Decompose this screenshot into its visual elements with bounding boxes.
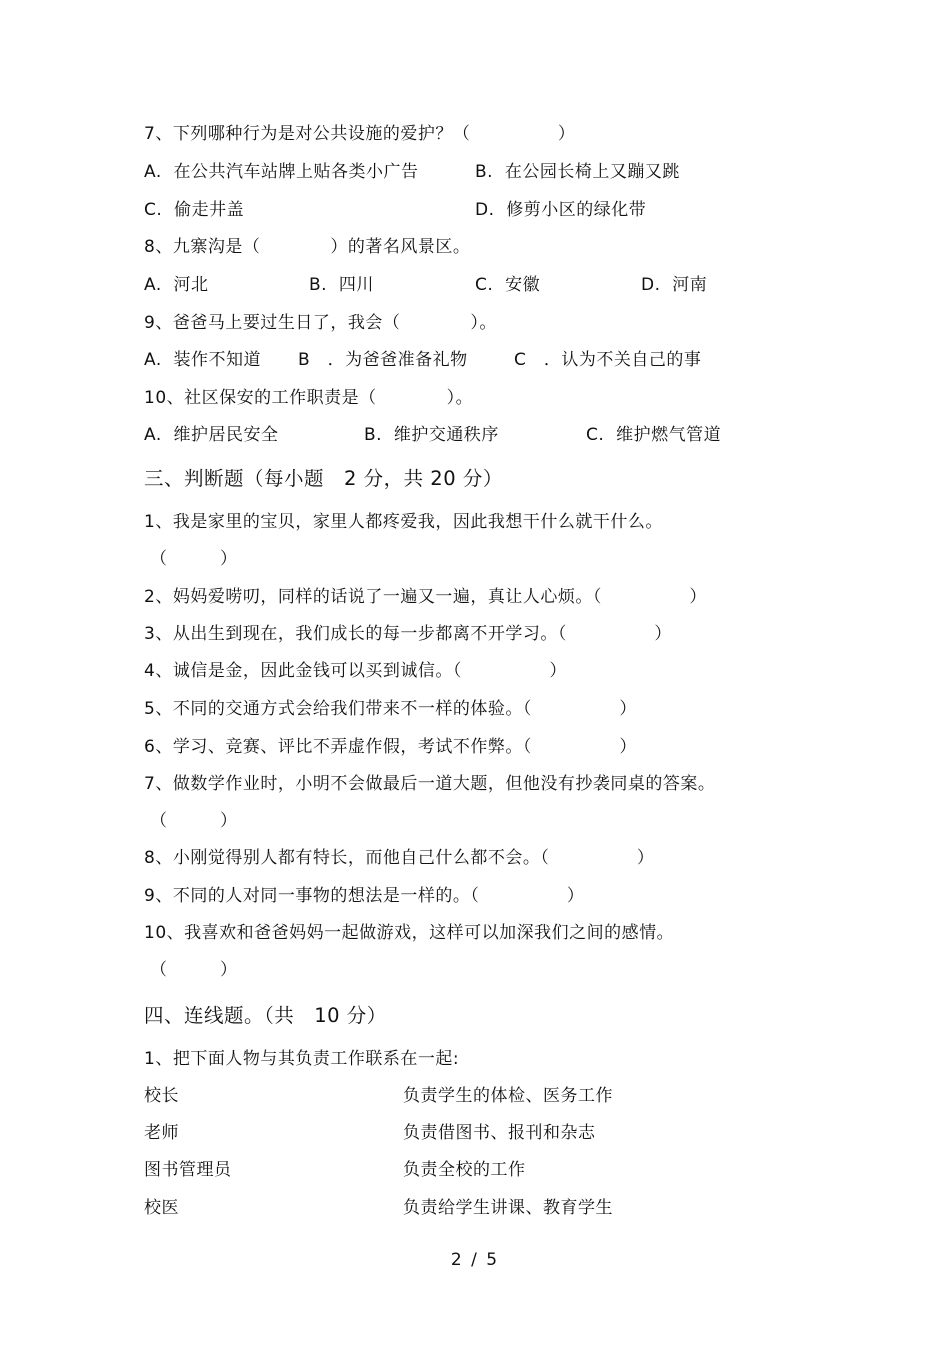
judge-item-8: 8、小刚觉得别人都有特长，而他自己什么都不会。（ ） [144,848,655,868]
judge-item-7-blank: （ ） [150,811,238,831]
matching-person-3: 图书管理员 [144,1160,232,1180]
judge-item-9: 9、不同的人对同一事物的想法是一样的。（ ） [144,886,585,906]
judge-item-7: 7、做数学作业时，小明不会做最后一道大题，但他没有抄袭同桌的答案。 [144,774,716,794]
question-9-option-b: B ．为爸爸准备礼物 [298,350,468,370]
question-8-option-d: D. 河南 [641,275,708,295]
judge-item-2: 2、妈妈爱唠叨，同样的话说了一遍又一遍，真让人心烦。（ ） [144,587,707,607]
question-8-stem: 8、九寨沟是（ ）的著名风景区。 [144,237,471,257]
question-9-stem: 9、爸爸马上要过生日了，我会（ ）。 [144,313,497,333]
matching-duty-4: 负责给学生讲课、教育学生 [403,1198,613,1218]
section-3-heading: 三、判断题（每小题 2 分，共 20 分） [144,467,503,490]
question-9-option-c: C ．认为不关自己的事 [514,350,702,370]
question-10-option-b: B. 维护交通秩序 [364,425,499,445]
judge-item-10: 10、我喜欢和爸爸妈妈一起做游戏，这样可以加深我们之间的感情。 [144,923,675,943]
question-7-option-c: C. 偷走井盖 [144,200,245,220]
judge-item-1-blank: （ ） [150,549,238,569]
question-10-stem: 10、社区保安的工作职责是（ ）。 [144,388,474,408]
question-8-option-c: C. 安徽 [475,275,541,295]
question-7-stem: 7、下列哪种行为是对公共设施的爱护？（ ） [144,124,576,144]
question-8-option-b: B. 四川 [309,275,374,295]
question-10-option-c: C. 维护燃气管道 [586,425,722,445]
question-7-option-b: B. 在公园长椅上又蹦又跳 [475,162,680,182]
question-7-option-d: D. 修剪小区的绿化带 [475,200,647,220]
judge-item-5: 5、不同的交通方式会给我们带来不一样的体验。（ ） [144,699,637,719]
question-7-option-a: A. 在公共汽车站牌上贴各类小广告 [144,162,419,182]
question-10-option-a: A. 维护居民安全 [144,425,279,445]
judge-item-3: 3、从出生到现在，我们成长的每一步都离不开学习。（ ） [144,624,672,644]
matching-duty-3: 负责全校的工作 [403,1160,526,1180]
page-number: 2 / 5 [450,1250,500,1270]
matching-person-4: 校医 [144,1198,179,1218]
section-4-heading: 四、连线题。（共 10 分） [144,1004,387,1027]
matching-person-2: 老师 [144,1123,179,1143]
judge-item-1: 1、我是家里的宝贝，家里人都疼爱我，因此我想干什么就干什么。 [144,512,663,532]
question-8-option-a: A. 河北 [144,275,209,295]
judge-item-4: 4、诚信是金，因此金钱可以买到诚信。（ ） [144,661,567,681]
judge-item-10-blank: （ ） [150,960,238,980]
matching-duty-1: 负责学生的体检、医务工作 [403,1086,613,1106]
matching-instruction: 1、把下面人物与其负责工作联系在一起: [144,1049,460,1069]
matching-person-1: 校长 [144,1086,179,1106]
question-9-option-a: A. 装作不知道 [144,350,262,370]
matching-duty-2: 负责借图书、报刊和杂志 [403,1123,596,1143]
judge-item-6: 6、学习、竞赛、评比不弄虚作假，考试不作弊。（ ） [144,737,637,757]
